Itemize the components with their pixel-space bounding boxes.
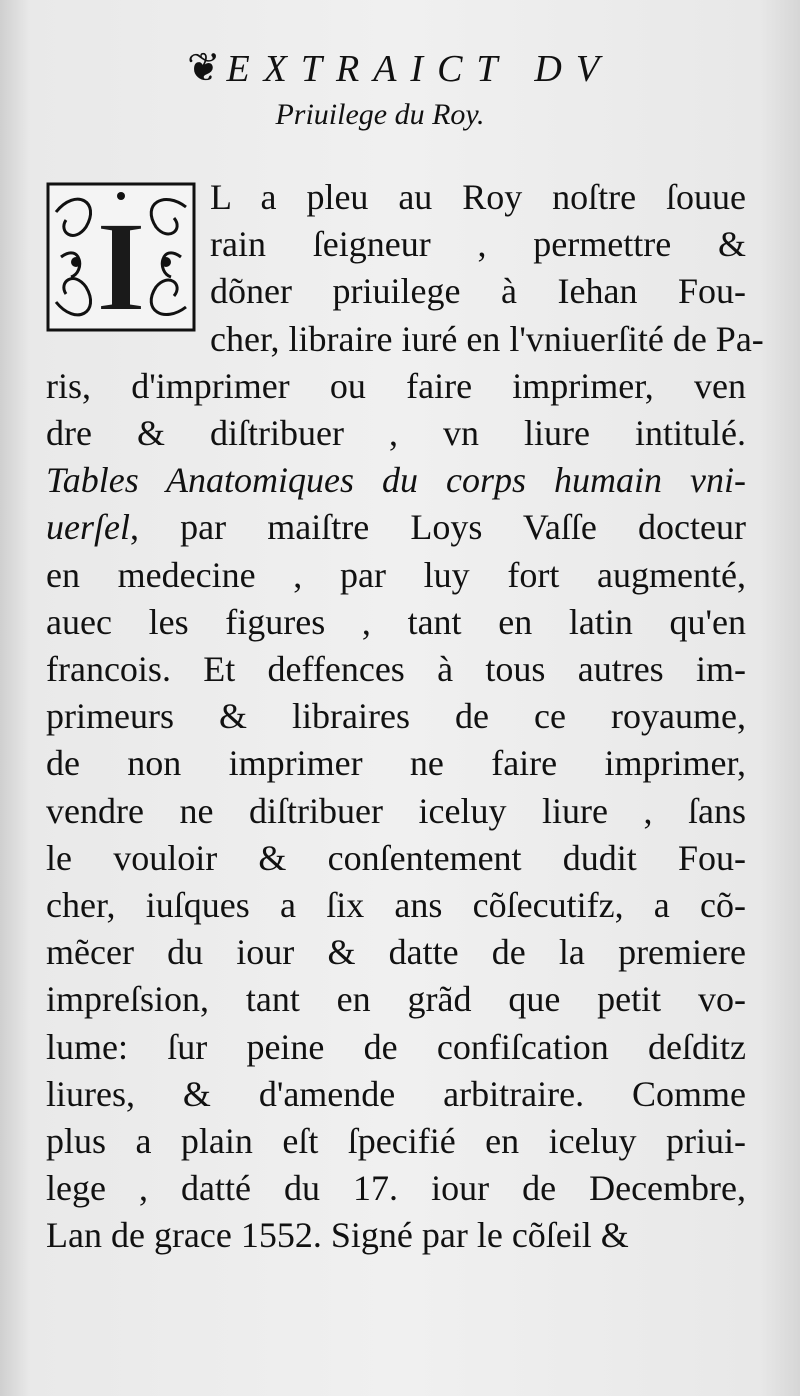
text-line: mẽcer du iour & datte de la premiere	[46, 932, 746, 973]
text-line: liures, & d'amende arbitraire. Comme	[46, 1073, 746, 1114]
text-line: lege , datté du 17. iour de Decembre,	[46, 1168, 746, 1209]
text-line: francois. Et deffences à tous autres im-	[46, 649, 746, 690]
text-line: cher, iuſques a ſix ans cõſecutifz, a cõ-	[46, 885, 746, 926]
ornamental-initial-icon	[46, 182, 196, 332]
text-line: dre & diſtribuer , vn liure intitulé.	[46, 413, 746, 454]
book-title-line: Tables Anatomiques du corps humain vni-	[46, 460, 746, 501]
text-line-rest: , par maiſtre Loys Vaſſe docteur	[129, 507, 746, 548]
privilege-text	[46, 174, 764, 1260]
text-line: vendre ne diſtribuer iceluy liure , ſans	[46, 790, 746, 831]
text-line: impreſsion, tant en grãd que petit vo-	[46, 979, 746, 1020]
fleuron-icon: ❦	[186, 45, 221, 90]
book-title-end: uerſel	[46, 507, 130, 548]
text-line	[46, 504, 746, 551]
text-line: ris, d'imprimer ou faire imprimer, ven	[46, 365, 746, 406]
dropcap-letter: I	[95, 195, 147, 332]
text-line: rain ſeigneur , permettre &	[210, 224, 746, 265]
text-line: le vouloir & conſentement dudit Fou-	[46, 837, 746, 878]
page-subtitle: Priuilege du Roy.	[275, 98, 485, 131]
text-line: plus a plain eſt ſpecifié en iceluy priui-	[46, 1121, 746, 1162]
text-line: dõner priuilege à Iehan Fou-	[210, 271, 746, 312]
title-line	[0, 44, 800, 93]
text-line: lume: ſur peine de confiſcation deſditz	[46, 1026, 746, 1067]
text-line: primeurs & libraires de ce royaume,	[46, 696, 746, 737]
text-line: L a pleu au Roy noſtre ſouue	[210, 177, 746, 217]
text-line: auec les figures , tant en latin qu'en	[46, 601, 746, 642]
text-line: cher, libraire iuré en l'vniuerſité de Pa-	[210, 318, 764, 359]
text-line: en medecine , par luy fort augmenté,	[46, 554, 746, 595]
page-title: EXTRAICT DV	[226, 48, 614, 90]
text-line: de non imprimer ne faire imprimer,	[46, 743, 746, 784]
text-line-last: Lan de grace 1552. Signé par le cõſeil &	[46, 1215, 629, 1256]
header	[0, 44, 800, 137]
